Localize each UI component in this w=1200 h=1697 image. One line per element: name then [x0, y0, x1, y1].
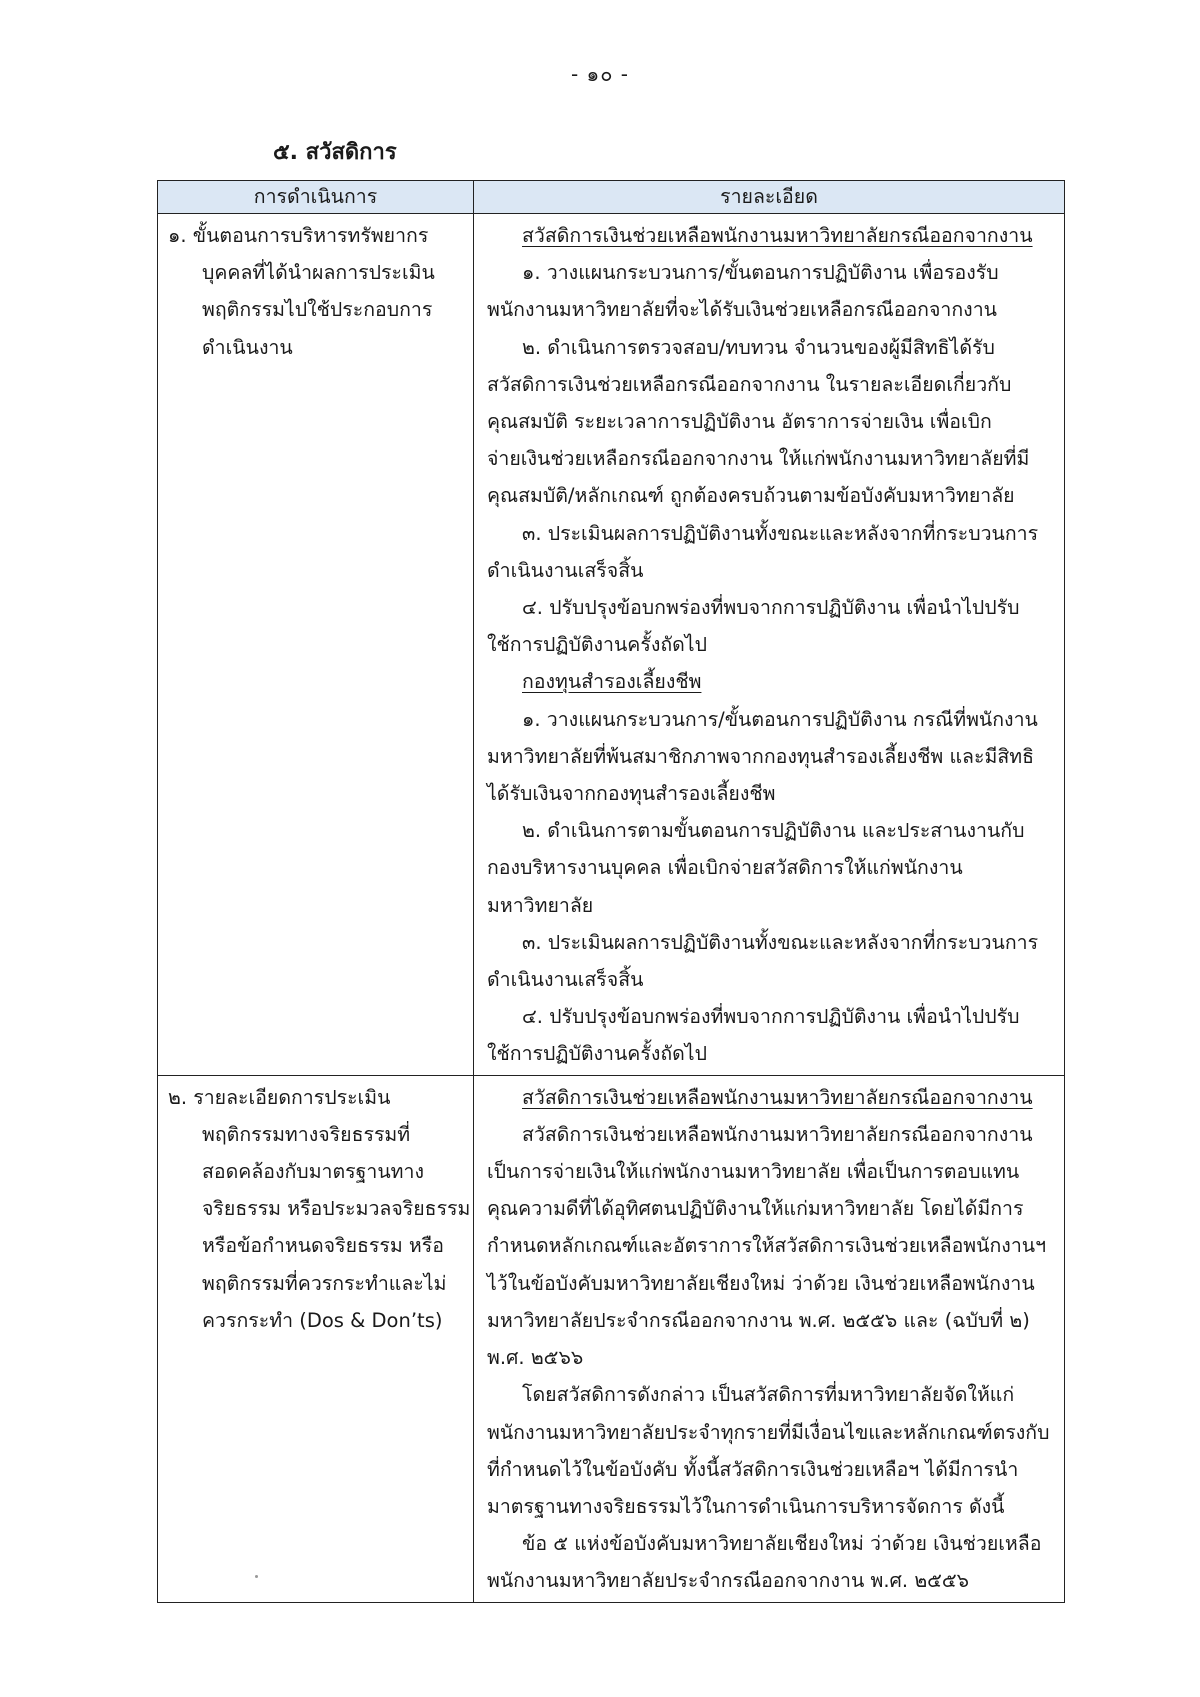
section-heading: ๕. สวัสดิการ	[273, 140, 397, 165]
text-line: มหาวิทยาลัย	[487, 893, 594, 917]
text-line: ๔. ปรับปรุงข้อบกพร่องที่พบจากการปฏิบัติงาน เพื่อนำไปปรับ	[522, 1005, 1020, 1029]
text-line: ไว้ในข้อบังคับมหาวิทยาลัยเชียงใหม่ ว่าด้วย เงินช่วยเหลือพนักงาน	[487, 1271, 1035, 1295]
subsection-heading: สวัสดิการเงินช่วยเหลือพนักงานมหาวิทยาลัยกรณีออกจากงาน	[522, 224, 1033, 247]
text-line: มาตรฐานทางจริยธรรมไว้ในการดำเนินการบริหารจัดการ ดังนี้	[487, 1494, 1005, 1518]
text-line: ๒. รายละเอียดการประเมิน	[168, 1085, 391, 1109]
text-line: ๔. ปรับปรุงข้อบกพร่องที่พบจากการปฏิบัติงาน เพื่อนำไปปรับ	[522, 596, 1020, 620]
text-line: มหาวิทยาลัยที่พ้นสมาชิกภาพจากกองทุนสำรองเลี้ยงชีพ และมีสิทธิ	[487, 744, 1034, 768]
text-line: สวัสดิการเงินช่วยเหลือกรณีออกจากงาน ในรายละเอียดเกี่ยวกับ	[487, 372, 1012, 396]
text-line: คุณสมบัติ ระยะเวลาการปฏิบัติงาน อัตราการจ่ายเงิน เพื่อเบิก	[487, 410, 992, 434]
text-line: บุคคลที่ได้นำผลการประเมิน	[202, 261, 435, 285]
text-line: กองบริหารงานบุคคล เพื่อเบิกจ่ายสวัสดิการให้แก่พนักงาน	[487, 856, 963, 880]
text-line: พนักงานมหาวิทยาลัยประจำกรณีออกจากงาน พ.ศ. ๒๕๕๖	[487, 1569, 970, 1593]
text-line: ดำเนินงานเสร็จสิ้น	[487, 968, 644, 992]
text-line: ๓. ประเมินผลการปฏิบัติงานทั้งขณะและหลังจากที่กระบวนการ	[522, 521, 1039, 545]
operation-cell	[158, 214, 474, 1076]
text-line: สวัสดิการเงินช่วยเหลือพนักงานมหาวิทยาลัยกรณีออกจากงาน	[522, 1122, 1033, 1146]
scan-speck	[255, 1575, 258, 1578]
detail-cell	[474, 1075, 1065, 1602]
text-line: จริยธรรม หรือประมวลจริยธรรม	[202, 1197, 471, 1221]
text-line: โดยสวัสดิการดังกล่าว เป็นสวัสดิการที่มหาวิทยาลัยจัดให้แก่	[522, 1383, 1015, 1407]
text-line: ใช้การปฏิบัติงานครั้งถัดไป	[487, 1042, 707, 1066]
text-line: ๒. ดำเนินการตามขั้นตอนการปฏิบัติงาน และประสานงานกับ	[522, 819, 1025, 843]
welfare-table	[157, 180, 1065, 1603]
text-line: สอดคล้องกับมาตรฐานทาง	[202, 1160, 424, 1184]
operation-cell	[158, 1075, 474, 1602]
table-header-row	[158, 181, 1065, 214]
text-line: พนักงานมหาวิทยาลัยประจำทุกรายที่มีเงื่อนไขและหลักเกณฑ์ตรงกับ	[487, 1420, 1050, 1444]
subsection-heading: กองทุนสำรองเลี้ยงชีพ	[522, 670, 702, 694]
text-line: ดำเนินงานเสร็จสิ้น	[487, 558, 644, 582]
header-details: รายละเอียด	[474, 181, 1065, 214]
text-line: ๓. ประเมินผลการปฏิบัติงานทั้งขณะและหลังจากที่กระบวนการ	[522, 930, 1039, 954]
text-line: ดำเนินงาน	[202, 335, 293, 359]
text-line: ข้อ ๕ แห่งข้อบังคับมหาวิทยาลัยเชียงใหม่ ว่าด้วย เงินช่วยเหลือ	[522, 1532, 1042, 1556]
text-line: หรือข้อกำหนดจริยธรรม หรือ	[202, 1234, 444, 1258]
table-row	[158, 214, 1065, 1076]
text-line: ที่กำหนดไว้ในข้อบังคับ ทั้งนี้สวัสดิการเงินช่วยเหลือฯ ได้มีการนำ	[487, 1457, 1019, 1481]
text-line: จ่ายเงินช่วยเหลือกรณีออกจากงาน ให้แก่พนักงานมหาวิทยาลัยที่มี	[487, 447, 1030, 471]
text-line: ๑. วางแผนกระบวนการ/ขั้นตอนการปฏิบัติงาน เพื่อรองรับ	[522, 261, 999, 285]
text-line: ควรกระทำ (Dos & Don’ts)	[202, 1308, 443, 1332]
text-line: พฤติกรรมทางจริยธรรมที่	[202, 1122, 411, 1146]
text-line: พฤติกรรมที่ควรกระทำและไม่	[202, 1271, 447, 1295]
table-row	[158, 1075, 1065, 1602]
header-operations: การดำเนินการ	[158, 181, 474, 214]
page-number: - ๑๐ -	[570, 62, 630, 86]
text-line: ใช้การปฏิบัติงานครั้งถัดไป	[487, 633, 707, 657]
text-line: ได้รับเงินจากกองทุนสำรองเลี้ยงชีพ	[487, 782, 776, 806]
text-line: กำหนดหลักเกณฑ์และอัตราการให้สวัสดิการเงินช่วยเหลือพนักงานฯ	[487, 1234, 1047, 1258]
text-line: พฤติกรรมไปใช้ประกอบการ	[202, 298, 433, 322]
text-line: พนักงานมหาวิทยาลัยที่จะได้รับเงินช่วยเหลือกรณีออกจากงาน	[487, 298, 997, 322]
text-line: คุณความดีที่ได้อุทิศตนปฏิบัติงานให้แก่มหาวิทยาลัย โดยได้มีการ	[487, 1197, 1024, 1221]
text-line: เป็นการจ่ายเงินให้แก่พนักงานมหาวิทยาลัย เพื่อเป็นการตอบแทน	[487, 1160, 1020, 1184]
text-line: มหาวิทยาลัยประจำกรณีออกจากงาน พ.ศ. ๒๕๕๖ และ (ฉบับที่ ๒)	[487, 1308, 1030, 1332]
text-line: พ.ศ. ๒๕๖๖	[487, 1346, 584, 1370]
text-line: คุณสมบัติ/หลักเกณฑ์ ถูกต้องครบถ้วนตามข้อบังคับมหาวิทยาลัย	[487, 484, 1015, 508]
text-line: ๑. วางแผนกระบวนการ/ขั้นตอนการปฏิบัติงาน กรณีที่พนักงาน	[522, 707, 1038, 731]
text-line: ๑. ขั้นตอนการบริหารทรัพยากร	[168, 224, 429, 247]
subsection-heading: สวัสดิการเงินช่วยเหลือพนักงานมหาวิทยาลัยกรณีออกจากงาน	[522, 1085, 1033, 1109]
detail-cell	[474, 214, 1065, 1076]
text-line: ๒. ดำเนินการตรวจสอบ/ทบทวน จำนวนของผู้มีสิทธิได้รับ	[522, 335, 995, 359]
